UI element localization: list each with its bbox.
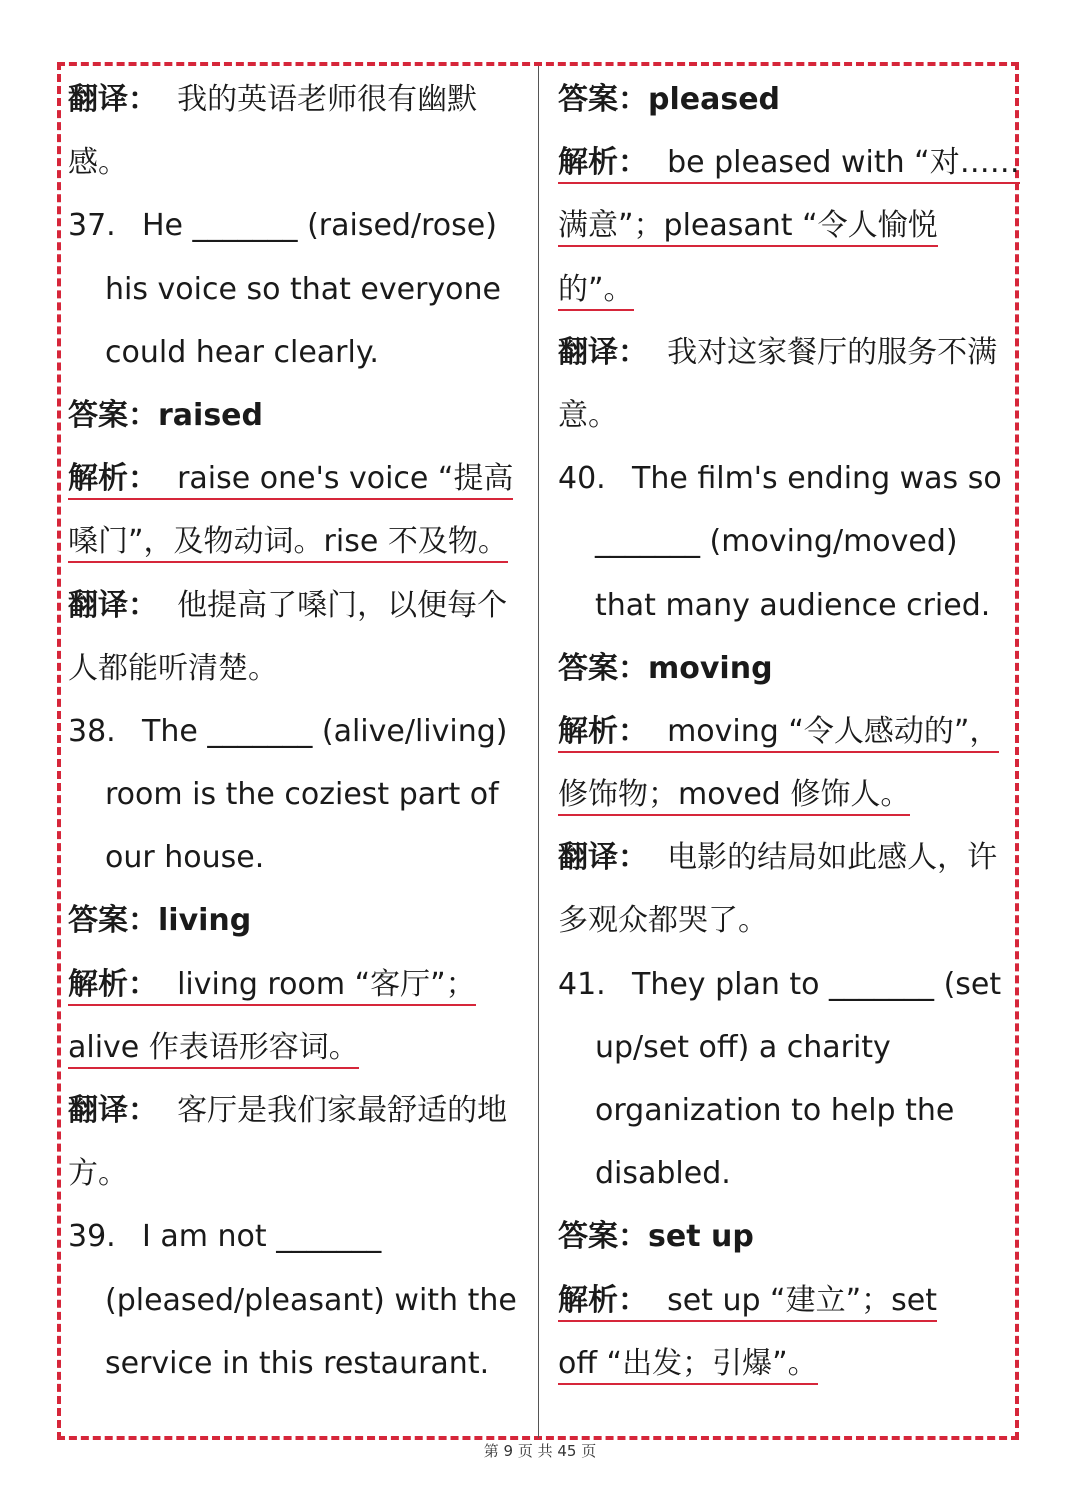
right-column — [558, 68, 1018, 1395]
explanation-label: 解析： — [558, 145, 648, 181]
explanation-41-line2 — [558, 1332, 1018, 1395]
question-38 — [68, 700, 528, 763]
question-number: 38. — [68, 713, 116, 749]
question-39 — [68, 1205, 528, 1268]
question-text: They plan to _______ (set — [632, 966, 1002, 1002]
translation-40-cont: 多观众都哭了。 — [558, 903, 768, 939]
question-number: 40. — [558, 461, 606, 497]
translation-36 — [68, 68, 528, 131]
explanation-39-line2 — [558, 194, 1018, 257]
question-number: 39. — [68, 1219, 116, 1255]
answer-41 — [558, 1205, 1018, 1268]
answer-value: set up — [648, 1219, 754, 1255]
translation-label: 翻译： — [558, 840, 648, 876]
question-38-line2: room is the coziest part of — [105, 777, 499, 813]
page-number-footer: 第 9 页 共 45 页 — [483, 1442, 597, 1460]
explanation-text: moving “令人感动的”， — [667, 713, 1000, 749]
translation-text: 客厅是我们家最舒适的地 — [177, 1093, 508, 1128]
explanation-text: off “出发；引爆”。 — [558, 1346, 818, 1385]
answer-value: pleased — [648, 82, 781, 117]
translation-text: 我的英语老师很有幽默 — [177, 82, 478, 117]
explanation-text: raise one's voice “提高 — [177, 461, 514, 497]
explanation-text: 的”。 — [558, 272, 634, 311]
explanation-label: 解析： — [68, 966, 158, 1002]
question-38-line3: our house. — [105, 840, 265, 876]
explanation-text: 满意”；pleasant “令人愉悦 — [558, 208, 938, 247]
explanation-label: 解析： — [68, 461, 158, 497]
question-41-line4: disabled. — [595, 1156, 731, 1192]
question-39-line3: service in this restaurant. — [105, 1345, 490, 1381]
explanation-label: 解析： — [558, 713, 648, 749]
answer-label: 答案： — [68, 397, 158, 433]
answer-label: 答案： — [558, 1219, 648, 1255]
answer-37 — [68, 384, 528, 447]
translation-text: 电影的结局如此感人，许 — [667, 840, 998, 876]
answer-label: 答案： — [558, 82, 648, 117]
question-text: The film's ending was so — [632, 461, 1002, 497]
question-40-line2: _______ (moving/moved) — [595, 524, 958, 560]
translation-label: 翻译： — [68, 587, 158, 623]
explanation-text: living room “客厅”； — [177, 966, 476, 1002]
answer-label: 答案： — [68, 903, 158, 939]
translation-text: 他提高了嗓门，以便每个 — [177, 587, 508, 623]
question-40-line3: that many audience cried. — [595, 587, 991, 623]
explanation-label: 解析： — [558, 1282, 648, 1318]
question-41-line3: organization to help the — [595, 1093, 955, 1128]
answer-value: living — [158, 903, 252, 939]
explanation-37-line2 — [68, 510, 528, 573]
explanation-40-line2 — [558, 763, 1018, 826]
explanation-text: 嗓门”，及物动词。rise 不及物。 — [68, 524, 508, 563]
translation-37-cont: 人都能听清楚。 — [68, 650, 278, 686]
explanation-38 — [68, 953, 528, 1016]
question-text: The _______ (alive/living) — [142, 713, 508, 749]
column-divider — [538, 66, 539, 1438]
question-37-line3: could hear clearly. — [105, 334, 379, 370]
translation-38 — [68, 1079, 528, 1142]
explanation-text: be pleased with “对…… — [667, 145, 1020, 181]
explanation-37 — [68, 447, 528, 510]
translation-39-cont: 意。 — [558, 397, 618, 433]
translation-37 — [68, 574, 528, 637]
answer-40 — [558, 637, 1018, 700]
translation-label: 翻译： — [558, 334, 648, 370]
explanation-text: set up “建立”；set — [667, 1282, 937, 1318]
answer-39 — [558, 68, 1018, 131]
answer-value: raised — [158, 397, 263, 433]
explanation-38-line2 — [68, 1016, 528, 1079]
question-39-line2: (pleased/pleasant) with the — [105, 1282, 517, 1318]
question-37 — [68, 194, 528, 257]
question-41-line2: up/set off) a charity — [595, 1029, 891, 1065]
translation-38-cont: 方。 — [68, 1156, 128, 1192]
answer-label: 答案： — [558, 650, 648, 686]
question-number: 41. — [558, 966, 606, 1002]
question-number: 37. — [68, 208, 116, 244]
explanation-41 — [558, 1269, 1018, 1332]
question-41 — [558, 953, 1018, 1016]
left-column — [68, 68, 528, 1395]
translation-label: 翻译： — [68, 1093, 158, 1128]
question-text: I am not _______ — [142, 1219, 382, 1255]
translation-40 — [558, 826, 1018, 889]
question-40 — [558, 447, 1018, 510]
explanation-text: 修饰物；moved 修饰人。 — [558, 777, 910, 816]
translation-39 — [558, 321, 1018, 384]
question-37-line2: his voice so that everyone — [105, 271, 502, 307]
question-text: He _______ (raised/rose) — [142, 208, 497, 244]
explanation-text: alive 作表语形容词。 — [68, 1030, 359, 1069]
translation-36-cont: 感。 — [68, 145, 128, 181]
explanation-39 — [558, 131, 1018, 194]
translation-text: 我对这家餐厅的服务不满 — [667, 334, 998, 370]
explanation-40 — [558, 700, 1018, 763]
answer-value: moving — [648, 650, 773, 686]
translation-label: 翻译： — [68, 82, 158, 117]
answer-38 — [68, 889, 528, 952]
explanation-39-line3 — [558, 258, 1018, 321]
